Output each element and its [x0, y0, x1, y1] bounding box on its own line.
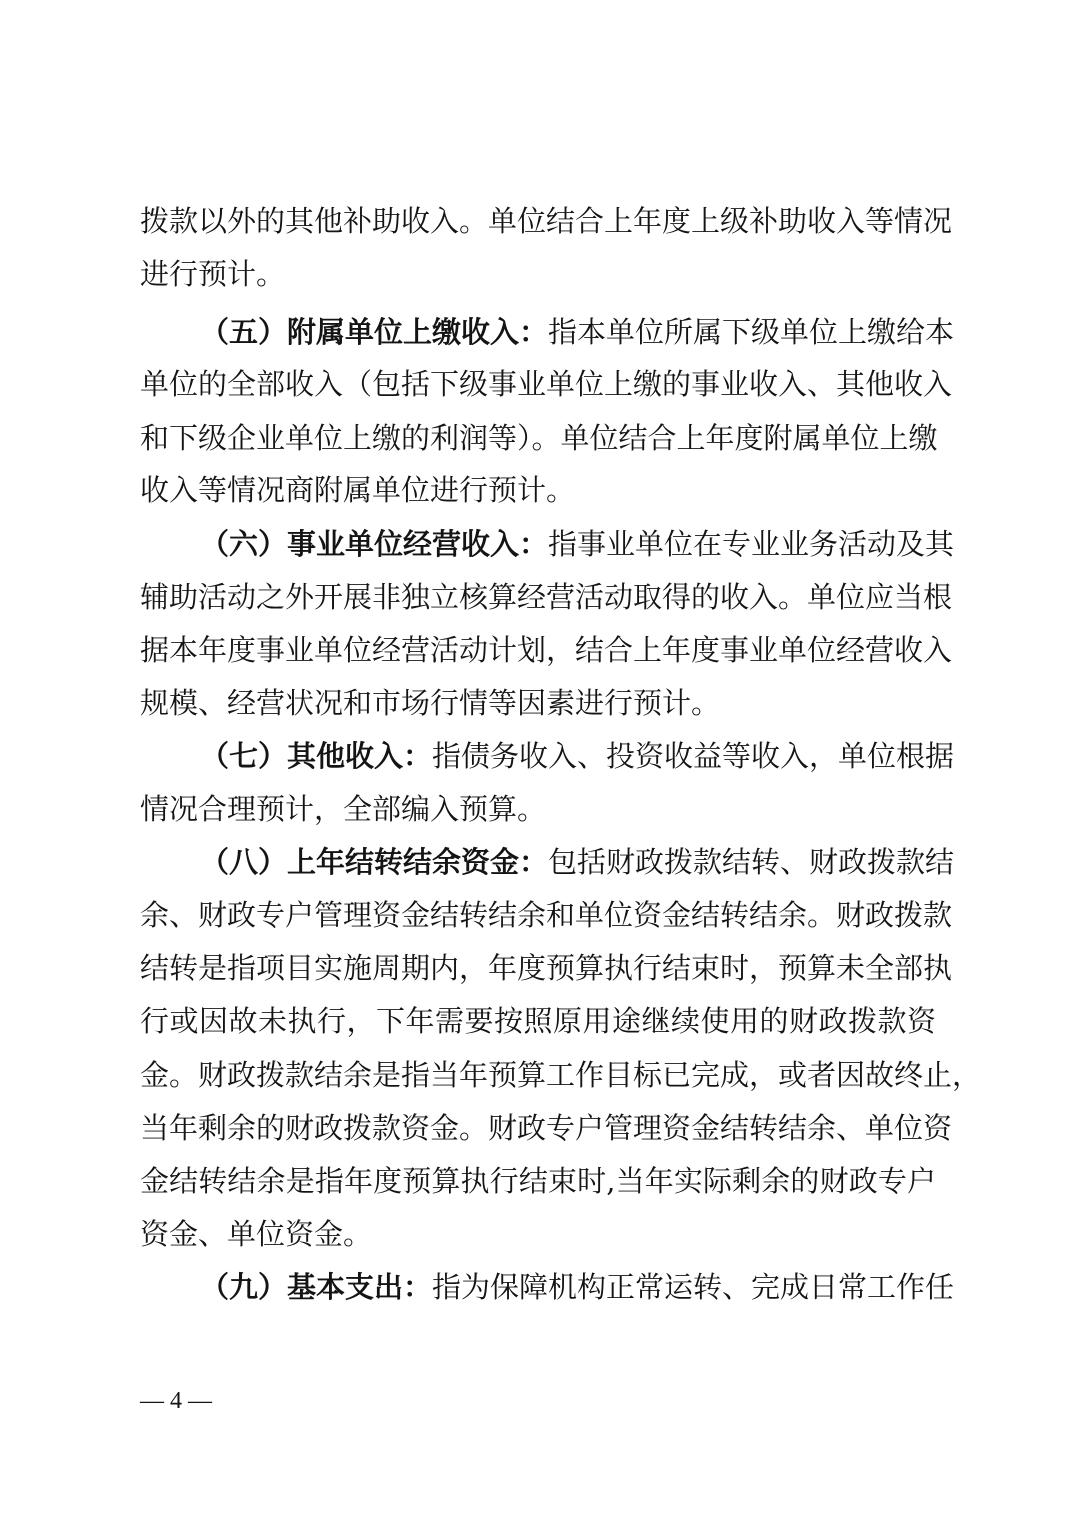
page-number: — 4 —: [140, 1388, 212, 1414]
line-text: 进行预计。: [140, 257, 286, 291]
line-text: 指本单位所属下级单位上缴给本: [548, 315, 955, 349]
line-text: 拨款以外的其他补助收入。单位结合上年度上级补助收入等情况: [140, 204, 953, 238]
heading-nine: （九）基本支出：: [200, 1270, 433, 1304]
text-line: [140, 254, 936, 294]
line-text: 当年剩余的财政拨款资金。财政专户管理资金结转结余、单位资: [140, 1111, 953, 1145]
line-text: 行或因故未执行，下年需要按照原用途继续使用的财政拨款资: [140, 1004, 936, 1038]
text-line: [140, 1161, 936, 1201]
text-line: [140, 948, 953, 988]
line-text: 资金、单位资金。: [140, 1217, 373, 1251]
text-line: [140, 577, 953, 617]
text-line: [140, 683, 936, 723]
text-line: [140, 1214, 936, 1254]
paragraph-seven-first-line: [200, 736, 955, 776]
line-text: 金结转结余是指年度预算执行结束时,当年实际剩余的财政专户: [140, 1164, 936, 1198]
heading-five: （五）附属单位上缴收入：: [200, 315, 549, 349]
text-line: [140, 1108, 953, 1148]
line-text: 金。财政拨款结余是指当年预算工作目标已完成，或者因故终止，: [140, 1058, 982, 1092]
line-text: 指事业单位在专业业务活动及其: [548, 527, 955, 561]
text-line: [140, 364, 953, 404]
line-text: 和下级企业单位上缴的利润等）。单位结合上年度附属单位上缴: [140, 421, 938, 455]
text-line: [140, 201, 953, 241]
paragraph-nine-first-line: [200, 1267, 955, 1307]
heading-six: （六）事业单位经营收入：: [200, 527, 549, 561]
line-text: 余、财政专户管理资金结转结余和单位资金结转结余。财政拨款: [140, 898, 953, 932]
paragraph-six-first-line: [200, 524, 955, 564]
paragraph-five-first-line: [200, 312, 955, 352]
text-line: [140, 789, 936, 829]
text-line: [140, 895, 953, 935]
line-text: 规模、经营状况和市场行情等因素进行预计。: [140, 686, 721, 720]
line-text: 情况合理预计，全部编入预算。: [140, 792, 547, 826]
text-line: [140, 1001, 936, 1041]
line-text: 据本年度事业单位经营活动计划，结合上年度事业单位经营收入: [140, 633, 953, 667]
line-text: 辅助活动之外开展非独立核算经营活动取得的收入。单位应当根: [140, 580, 953, 614]
text-line: [140, 1055, 982, 1095]
text-line: [140, 470, 936, 510]
heading-seven: （七）其他收入：: [200, 739, 433, 773]
line-text: 包括财政拨款结转、财政拨款结: [548, 845, 955, 879]
line-text: 收入等情况商附属单位进行预计。: [140, 473, 576, 507]
text-line: [140, 418, 936, 458]
text-line: [140, 630, 953, 670]
heading-eight: （八）上年结转结余资金：: [200, 845, 549, 879]
line-text: 结转是指项目实施周期内，年度预算执行结束时，预算未全部执: [140, 951, 953, 985]
paragraph-eight-first-line: [200, 842, 955, 882]
line-text: 指债务收入、投资收益等收入，单位根据: [432, 739, 955, 773]
line-text: 单位的全部收入（包括下级事业单位上缴的事业收入、其他收入: [140, 367, 953, 401]
line-text: 指为保障机构正常运转、完成日常工作任: [432, 1270, 955, 1304]
